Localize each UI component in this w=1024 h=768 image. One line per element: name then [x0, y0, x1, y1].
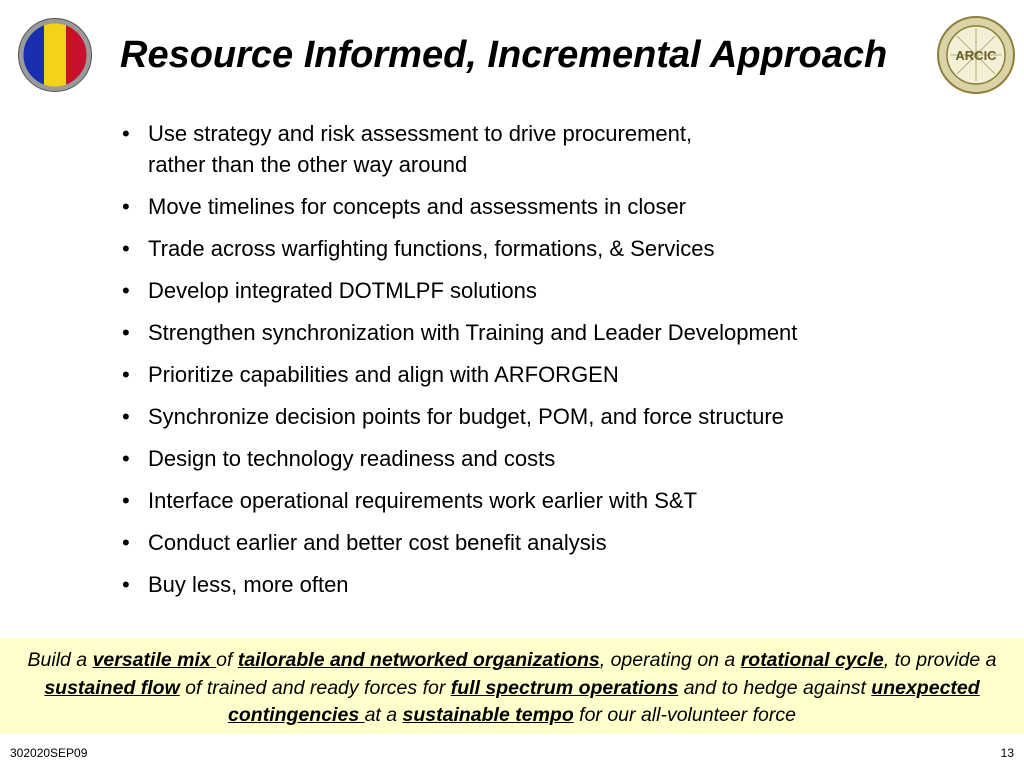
bullet-text: Buy less, more often [148, 572, 349, 597]
bullet-list [118, 118, 938, 611]
bullet-text: Prioritize capabilities and align with ARFORGEN [148, 362, 619, 387]
list-item: • Interface operational requirements work earlier with S&T [122, 488, 698, 513]
list-item: • Buy less, more often [122, 572, 349, 597]
list-item: • Use strategy and risk assessment to drive procurement, rather than the other way around [122, 121, 693, 177]
list-item: • Trade across warfighting functions, formations, & Services [122, 236, 715, 261]
bullet-text: Interface operational requirements work earlier with S&T [148, 488, 698, 513]
bullet-text: Move timelines for concepts and assessments in closer [148, 194, 687, 219]
list-item: • Conduct earlier and better cost benefit analysis [122, 530, 607, 555]
emphasis-sustainable-tempo: sustainable tempo [402, 704, 574, 726]
bullet-text: Design to technology readiness and costs [148, 446, 556, 471]
bullet-text: Use strategy and risk assessment to drive procurement, rather than the other way around [148, 121, 693, 177]
emphasis-organizations: tailorable and networked organizations [237, 649, 600, 671]
page-number: 13 [1000, 746, 1014, 760]
bullet-text: Strengthen synchronization with Training and Leader Development [148, 320, 798, 345]
footer-date-time-group: 302020SEP09 [10, 746, 88, 760]
emphasis-sustained-flow: sustained flow [44, 676, 180, 699]
list-item: • Prioritize capabilities and align with ARFORGEN [122, 362, 619, 387]
mission-statement-banner: Build a versatile mix of tailorable and networked organizations, operating on a rotational cycle, to provide a sustained flow of trained and ready forces for full spectrum operations and to hedge against unexpected contingencies at a sustainable tempo for our all-volunteer force [0, 638, 1024, 734]
page-title: Resource Informed, Incremental Approach [120, 34, 888, 76]
arcic-seal-logo [936, 15, 1016, 95]
seal-lettering: ARCIC [955, 48, 997, 63]
emphasis-contingencies: unexpected contingencies [228, 676, 980, 726]
list-item: • Synchronize decision points for budget, POM, and force structure [122, 404, 784, 429]
bullet-text: Trade across warfighting functions, formations, & Services [148, 236, 715, 261]
emphasis-rotational-cycle: rotational cycle [740, 649, 884, 671]
list-item: • Strengthen synchronization with Training and Leader Development [122, 320, 798, 345]
bullet-text: Conduct earlier and better cost benefit analysis [148, 530, 607, 555]
list-item: • Design to technology readiness and costs [122, 446, 556, 471]
emphasis-versatile-mix: versatile mix [92, 649, 217, 671]
bullet-text: Synchronize decision points for budget, POM, and force structure [148, 404, 784, 429]
bullet-text: Develop integrated DOTMLPF solutions [148, 278, 537, 303]
tradoc-logo [17, 17, 93, 93]
list-item: • Develop integrated DOTMLPF solutions [122, 278, 537, 303]
list-item: • Move timelines for concepts and assessments in closer [122, 194, 687, 219]
emphasis-full-spectrum: full spectrum operations [450, 676, 679, 699]
